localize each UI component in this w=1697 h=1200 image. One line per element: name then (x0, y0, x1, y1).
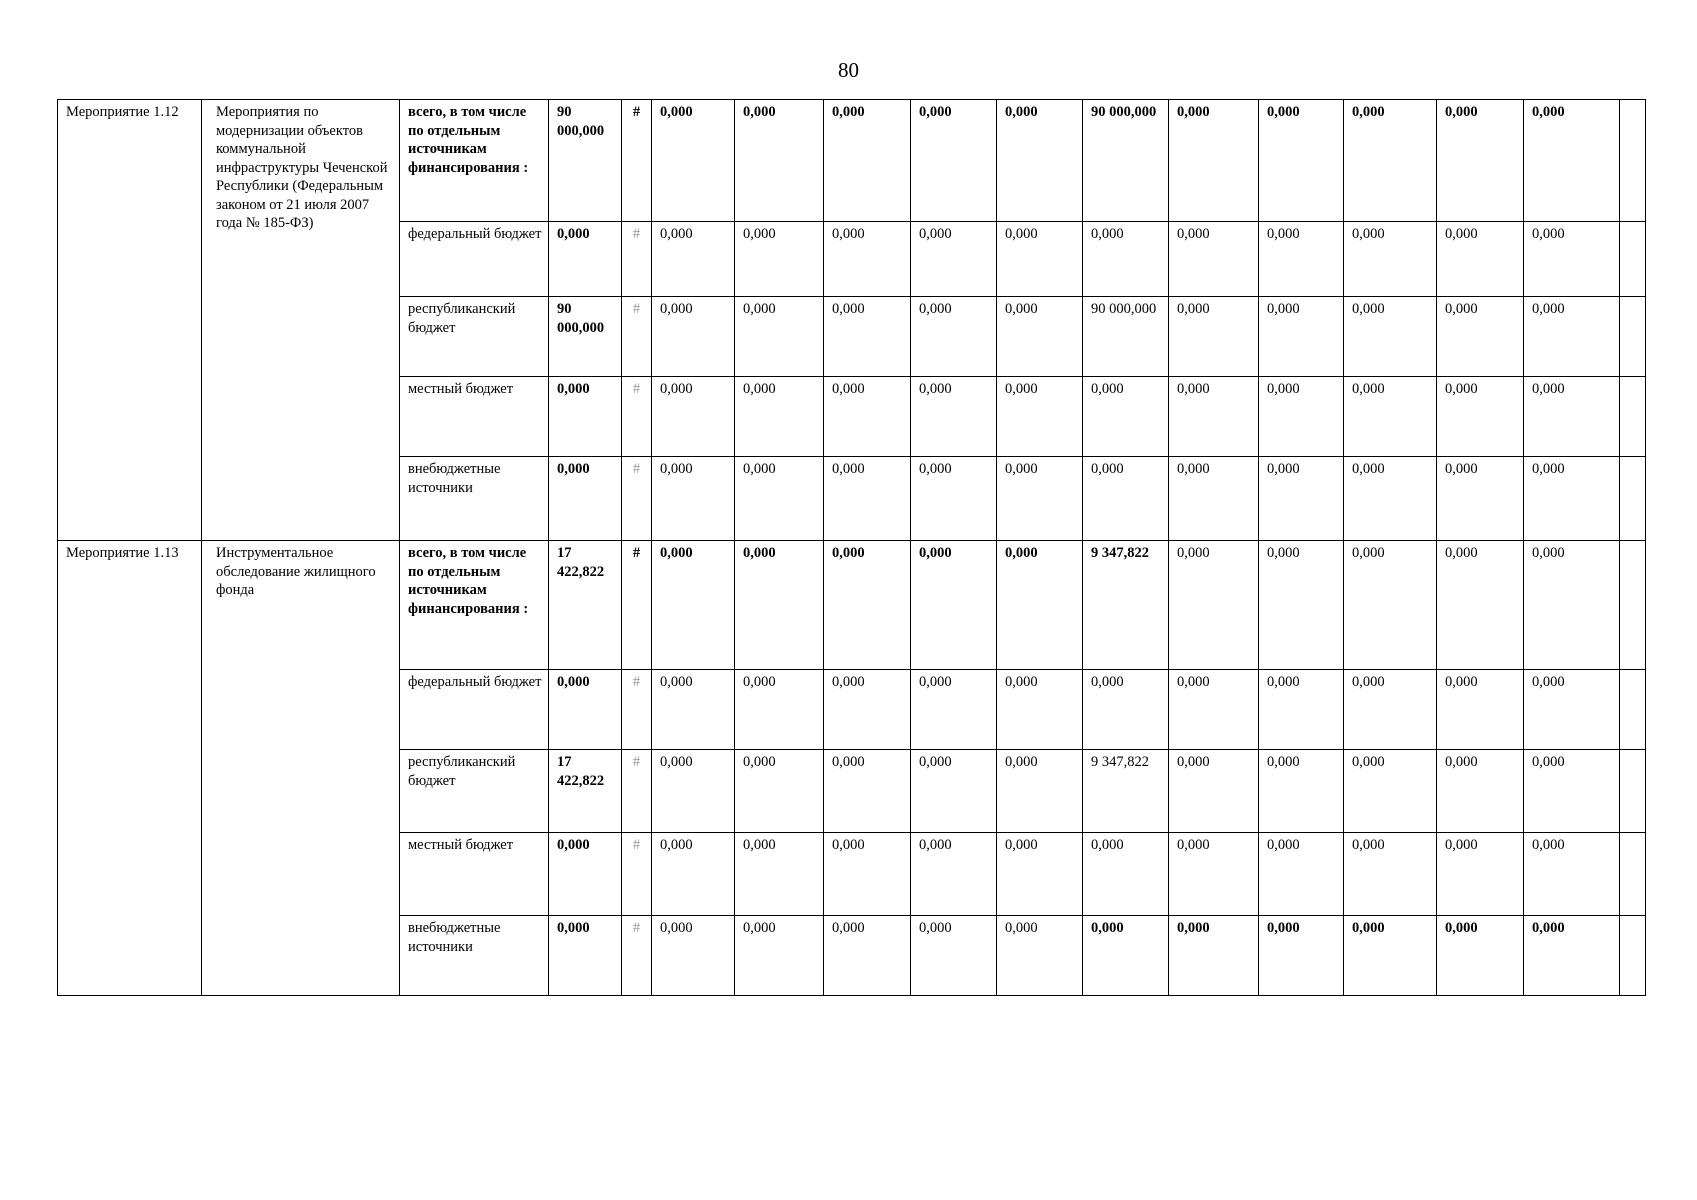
empty-cell (1620, 916, 1646, 996)
total-value: 0,000 (549, 670, 622, 750)
year-value: 0,000 (997, 100, 1083, 222)
empty-cell (1620, 377, 1646, 457)
year-value: 0,000 (1344, 750, 1437, 833)
year-value: 0,000 (735, 541, 824, 670)
funding-source: республиканский бюджет (400, 750, 549, 833)
year-value: 0,000 (1169, 377, 1259, 457)
hash-mark: # (622, 670, 652, 750)
year-value: 0,000 (911, 670, 997, 750)
year-value: 0,000 (1259, 457, 1344, 541)
measure-name: Мероприятия по модернизации объектов коммунальной инфраструктуры Чеченской Республики (Федеральным законом от 21 июля 2007 года № 185-ФЗ) (202, 100, 400, 541)
measure-name: Инструментальное обследование жилищного фонда (202, 541, 400, 996)
year-value: 9 347,822 (1083, 541, 1169, 670)
empty-cell (1620, 297, 1646, 377)
funding-source: республиканский бюджет (400, 297, 549, 377)
funding-source: местный бюджет (400, 377, 549, 457)
year-value: 9 347,822 (1083, 750, 1169, 833)
year-value: 0,000 (1169, 541, 1259, 670)
year-value: 0,000 (911, 916, 997, 996)
year-value: 0,000 (1259, 670, 1344, 750)
year-value: 0,000 (652, 297, 735, 377)
year-value: 0,000 (911, 222, 997, 297)
empty-cell (1620, 833, 1646, 916)
year-value: 0,000 (911, 833, 997, 916)
year-value: 0,000 (1344, 222, 1437, 297)
year-value: 0,000 (1259, 833, 1344, 916)
funding-source: всего, в том числе по отдельным источникам финансирования : (400, 541, 549, 670)
year-value: 0,000 (997, 377, 1083, 457)
year-value: 0,000 (735, 297, 824, 377)
year-value: 0,000 (1083, 377, 1169, 457)
hash-mark: # (622, 541, 652, 670)
year-value: 0,000 (997, 222, 1083, 297)
year-value: 0,000 (735, 833, 824, 916)
year-value: 0,000 (1437, 377, 1524, 457)
empty-cell (1620, 750, 1646, 833)
funding-source: внебюджетные источники (400, 916, 549, 996)
empty-cell (1620, 222, 1646, 297)
year-value: 0,000 (1344, 833, 1437, 916)
year-value: 0,000 (735, 377, 824, 457)
year-value: 0,000 (652, 457, 735, 541)
year-value: 0,000 (997, 541, 1083, 670)
year-value: 0,000 (911, 377, 997, 457)
year-value: 0,000 (652, 833, 735, 916)
year-value: 0,000 (1437, 833, 1524, 916)
year-value: 0,000 (824, 100, 911, 222)
year-value: 0,000 (911, 297, 997, 377)
year-value: 0,000 (1437, 297, 1524, 377)
year-value: 0,000 (1259, 377, 1344, 457)
total-value: 0,000 (549, 377, 622, 457)
table-row (58, 100, 1646, 222)
year-value: 0,000 (735, 457, 824, 541)
year-value: 90 000,000 (1083, 297, 1169, 377)
empty-cell (1620, 541, 1646, 670)
year-value: 0,000 (1524, 457, 1620, 541)
year-value: 0,000 (824, 833, 911, 916)
year-value: 0,000 (997, 297, 1083, 377)
year-value: 0,000 (1437, 222, 1524, 297)
total-value: 90 000,000 (549, 297, 622, 377)
year-value: 0,000 (1259, 750, 1344, 833)
year-value: 0,000 (1344, 377, 1437, 457)
year-value: 0,000 (735, 916, 824, 996)
year-value: 0,000 (1524, 833, 1620, 916)
year-value: 0,000 (997, 750, 1083, 833)
year-value: 0,000 (1524, 916, 1620, 996)
year-value: 0,000 (652, 916, 735, 996)
year-value: 0,000 (735, 100, 824, 222)
year-value: 0,000 (1259, 100, 1344, 222)
year-value: 0,000 (1083, 670, 1169, 750)
year-value: 0,000 (911, 541, 997, 670)
year-value: 0,000 (1169, 750, 1259, 833)
year-value: 0,000 (1169, 670, 1259, 750)
empty-cell (1620, 100, 1646, 222)
year-value: 0,000 (1437, 457, 1524, 541)
page-number: 80 (838, 58, 859, 82)
year-value: 0,000 (824, 670, 911, 750)
hash-mark: # (622, 222, 652, 297)
year-value: 0,000 (1259, 297, 1344, 377)
year-value: 0,000 (1083, 222, 1169, 297)
year-value: 0,000 (824, 297, 911, 377)
year-value: 0,000 (1169, 222, 1259, 297)
year-value: 0,000 (1437, 750, 1524, 833)
hash-mark: # (622, 377, 652, 457)
year-value: 0,000 (824, 750, 911, 833)
year-value: 0,000 (997, 833, 1083, 916)
year-value: 0,000 (652, 670, 735, 750)
year-value: 0,000 (1083, 916, 1169, 996)
total-value: 0,000 (549, 222, 622, 297)
year-value: 0,000 (652, 100, 735, 222)
year-value: 0,000 (1524, 541, 1620, 670)
year-value: 0,000 (1344, 100, 1437, 222)
measure-code: Мероприятие 1.13 (58, 541, 202, 996)
year-value: 0,000 (1083, 457, 1169, 541)
year-value: 0,000 (1344, 297, 1437, 377)
year-value: 0,000 (997, 916, 1083, 996)
total-value: 17 422,822 (549, 750, 622, 833)
funding-table (57, 99, 1646, 996)
funding-source: внебюджетные источники (400, 457, 549, 541)
year-value: 0,000 (735, 750, 824, 833)
year-value: 0,000 (1344, 457, 1437, 541)
year-value: 0,000 (1259, 222, 1344, 297)
funding-source: федеральный бюджет (400, 670, 549, 750)
funding-source: местный бюджет (400, 833, 549, 916)
funding-source: всего, в том числе по отдельным источникам финансирования : (400, 100, 549, 222)
year-value: 0,000 (1259, 541, 1344, 670)
year-value: 0,000 (824, 916, 911, 996)
year-value: 0,000 (1344, 916, 1437, 996)
year-value: 0,000 (1344, 541, 1437, 670)
hash-mark: # (622, 833, 652, 916)
year-value: 0,000 (1169, 100, 1259, 222)
year-value: 0,000 (1169, 833, 1259, 916)
year-value: 0,000 (1524, 222, 1620, 297)
year-value: 0,000 (652, 541, 735, 670)
year-value: 0,000 (1169, 297, 1259, 377)
year-value: 0,000 (1524, 670, 1620, 750)
year-value: 0,000 (911, 750, 997, 833)
hash-mark: # (622, 916, 652, 996)
year-value: 0,000 (997, 670, 1083, 750)
table-row (58, 541, 1646, 670)
year-value: 0,000 (997, 457, 1083, 541)
year-value: 0,000 (1344, 670, 1437, 750)
year-value: 0,000 (1524, 297, 1620, 377)
year-value: 0,000 (1169, 457, 1259, 541)
year-value: 0,000 (1437, 100, 1524, 222)
year-value: 0,000 (1524, 750, 1620, 833)
measure-code: Мероприятие 1.12 (58, 100, 202, 541)
year-value: 0,000 (735, 222, 824, 297)
hash-mark: # (622, 750, 652, 833)
year-value: 0,000 (1437, 670, 1524, 750)
year-value: 0,000 (652, 377, 735, 457)
hash-mark: # (622, 297, 652, 377)
empty-cell (1620, 670, 1646, 750)
year-value: 0,000 (824, 222, 911, 297)
year-value: 0,000 (1437, 541, 1524, 670)
year-value: 0,000 (1083, 833, 1169, 916)
year-value: 0,000 (735, 670, 824, 750)
year-value: 0,000 (911, 100, 997, 222)
year-value: 0,000 (824, 541, 911, 670)
year-value: 0,000 (824, 457, 911, 541)
total-value: 0,000 (549, 457, 622, 541)
year-value: 0,000 (652, 222, 735, 297)
total-value: 17 422,822 (549, 541, 622, 670)
year-value: 0,000 (1524, 377, 1620, 457)
hash-mark: # (622, 100, 652, 222)
total-value: 90 000,000 (549, 100, 622, 222)
empty-cell (1620, 457, 1646, 541)
funding-source: федеральный бюджет (400, 222, 549, 297)
year-value: 0,000 (911, 457, 997, 541)
year-value: 0,000 (652, 750, 735, 833)
year-value: 0,000 (824, 377, 911, 457)
year-value: 0,000 (1437, 916, 1524, 996)
year-value: 0,000 (1524, 100, 1620, 222)
total-value: 0,000 (549, 916, 622, 996)
total-value: 0,000 (549, 833, 622, 916)
hash-mark: # (622, 457, 652, 541)
year-value: 90 000,000 (1083, 100, 1169, 222)
year-value: 0,000 (1259, 916, 1344, 996)
year-value: 0,000 (1169, 916, 1259, 996)
